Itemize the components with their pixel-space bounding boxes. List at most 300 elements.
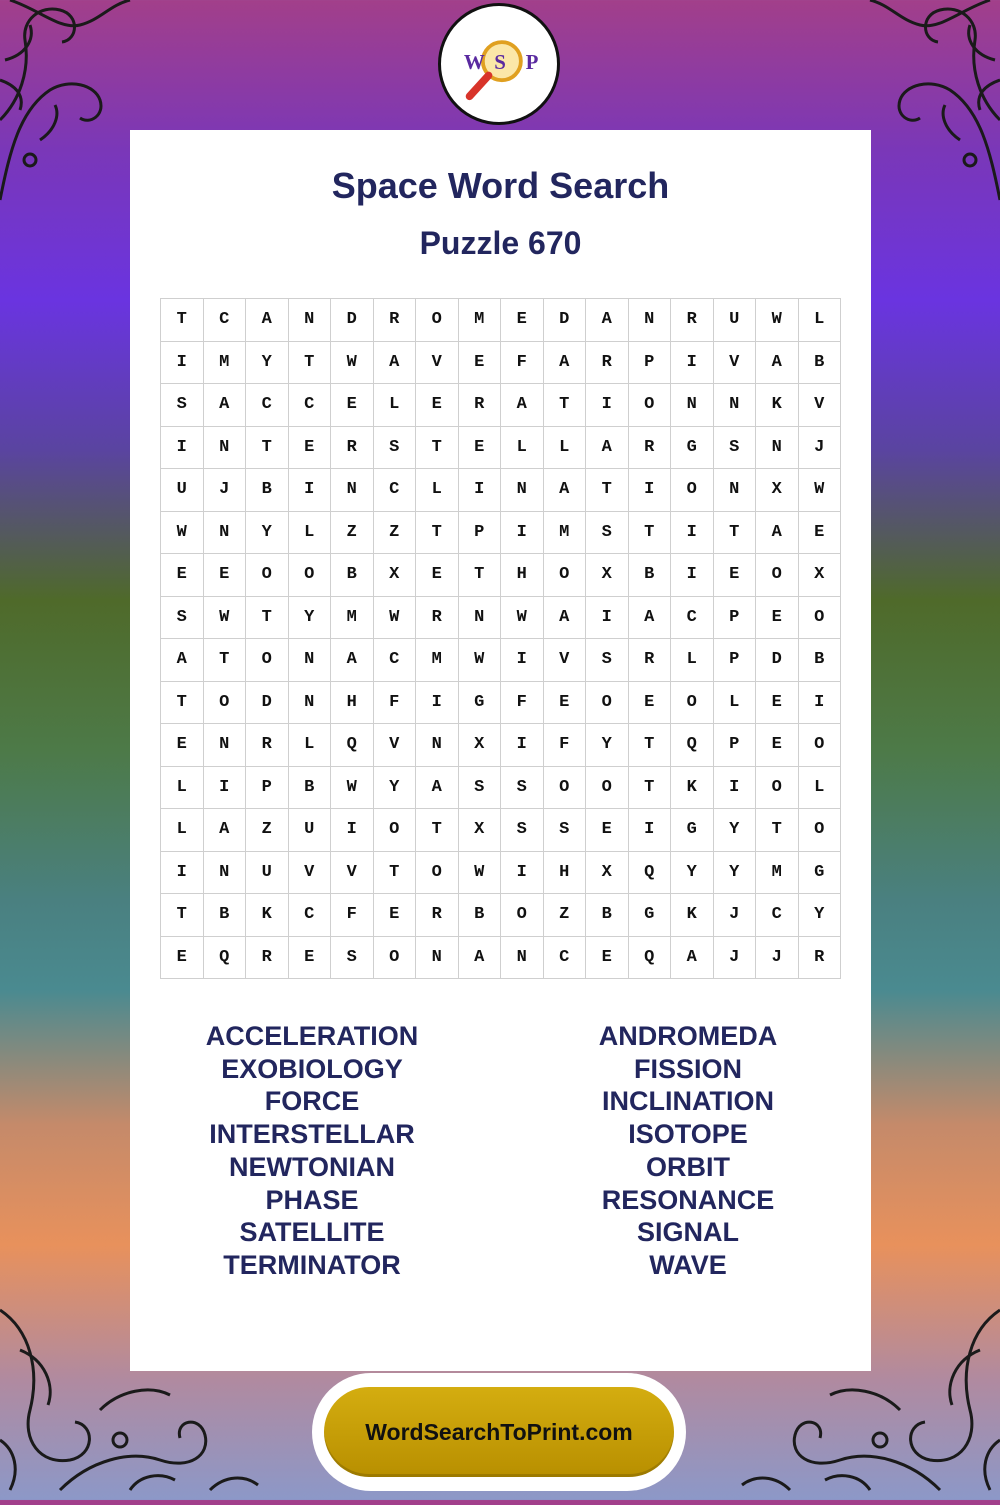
grid-cell[interactable]: D <box>756 639 799 682</box>
grid-cell[interactable]: C <box>203 299 246 342</box>
grid-cell[interactable]: T <box>246 426 289 469</box>
grid-cell[interactable]: B <box>586 894 629 937</box>
grid-cell[interactable]: A <box>246 299 289 342</box>
word-list-item: NEWTONIAN <box>229 1151 395 1182</box>
grid-cell[interactable]: L <box>416 469 459 512</box>
grid-cell[interactable]: E <box>543 681 586 724</box>
grid-cell[interactable]: I <box>501 639 544 682</box>
grid-cell[interactable]: P <box>458 511 501 554</box>
grid-row <box>161 554 841 597</box>
grid-cell[interactable]: X <box>756 469 799 512</box>
grid-cell[interactable]: I <box>586 384 629 427</box>
grid-cell[interactable]: A <box>501 384 544 427</box>
grid-cell[interactable]: N <box>331 469 374 512</box>
grid-cell[interactable]: P <box>628 341 671 384</box>
grid-cell[interactable]: T <box>203 639 246 682</box>
grid-cell[interactable]: T <box>713 511 756 554</box>
grid-cell[interactable]: F <box>501 681 544 724</box>
grid-cell[interactable]: M <box>458 299 501 342</box>
grid-cell[interactable]: L <box>288 511 331 554</box>
grid-cell[interactable]: S <box>161 596 204 639</box>
grid-cell[interactable]: K <box>246 894 289 937</box>
grid-row <box>161 341 841 384</box>
grid-cell[interactable]: N <box>628 299 671 342</box>
grid-cell[interactable]: O <box>671 469 714 512</box>
grid-cell[interactable]: I <box>798 681 841 724</box>
grid-cell[interactable]: L <box>161 809 204 852</box>
footer-badge <box>312 1373 686 1491</box>
grid-cell[interactable]: O <box>373 936 416 979</box>
grid-cell[interactable]: I <box>501 851 544 894</box>
grid-cell[interactable]: E <box>756 596 799 639</box>
grid-cell[interactable]: Y <box>288 596 331 639</box>
grid-cell[interactable]: T <box>756 809 799 852</box>
grid-cell[interactable]: Y <box>671 851 714 894</box>
grid-cell[interactable]: E <box>288 426 331 469</box>
corner-ornament-top-left <box>0 0 150 210</box>
grid-cell[interactable]: S <box>373 426 416 469</box>
grid-cell[interactable]: U <box>713 299 756 342</box>
grid-cell[interactable]: O <box>586 681 629 724</box>
grid-cell[interactable]: P <box>246 766 289 809</box>
word-list-item: SATELLITE <box>239 1217 385 1248</box>
grid-cell[interactable]: P <box>713 596 756 639</box>
word-list-item: INTERSTELLAR <box>209 1119 415 1150</box>
grid-cell[interactable]: E <box>586 936 629 979</box>
grid-cell[interactable]: E <box>416 384 459 427</box>
grid-cell[interactable]: E <box>756 681 799 724</box>
grid-cell[interactable]: R <box>671 299 714 342</box>
grid-cell[interactable]: T <box>161 894 204 937</box>
grid-cell[interactable]: I <box>161 851 204 894</box>
grid-row <box>161 766 841 809</box>
grid-cell[interactable]: C <box>543 936 586 979</box>
word-list-item: SIGNAL <box>636 1217 739 1248</box>
grid-cell[interactable]: T <box>628 511 671 554</box>
grid-cell[interactable]: Y <box>586 724 629 767</box>
grid-cell[interactable]: O <box>798 724 841 767</box>
grid-cell[interactable]: H <box>543 851 586 894</box>
grid-cell[interactable]: O <box>543 766 586 809</box>
grid-cell[interactable]: I <box>203 766 246 809</box>
grid-cell[interactable]: C <box>756 894 799 937</box>
grid-cell[interactable]: E <box>416 554 459 597</box>
grid-cell[interactable]: W <box>331 766 374 809</box>
grid-cell[interactable]: Y <box>246 511 289 554</box>
grid-cell[interactable]: I <box>416 681 459 724</box>
grid-cell[interactable]: N <box>416 936 459 979</box>
grid-cell[interactable]: V <box>373 724 416 767</box>
word-list-item: FORCE <box>264 1086 360 1117</box>
site-name: WordSearchToPrint.com <box>365 1418 633 1445</box>
grid-cell[interactable]: S <box>501 809 544 852</box>
wsp-logo <box>438 3 560 125</box>
grid-cell[interactable]: E <box>458 426 501 469</box>
grid-cell[interactable]: F <box>543 724 586 767</box>
grid-cell[interactable]: Y <box>798 894 841 937</box>
grid-cell[interactable]: T <box>628 724 671 767</box>
grid-cell[interactable]: B <box>798 639 841 682</box>
grid-cell[interactable]: Q <box>203 936 246 979</box>
grid-cell[interactable]: R <box>246 724 289 767</box>
grid-cell[interactable]: I <box>628 469 671 512</box>
grid-cell[interactable]: N <box>671 384 714 427</box>
grid-cell[interactable]: S <box>543 809 586 852</box>
grid-cell[interactable]: A <box>543 341 586 384</box>
grid-cell[interactable]: F <box>373 681 416 724</box>
grid-cell[interactable]: N <box>288 299 331 342</box>
grid-cell[interactable]: A <box>671 936 714 979</box>
grid-cell[interactable]: A <box>586 299 629 342</box>
grid-cell[interactable]: A <box>416 766 459 809</box>
grid-cell[interactable]: G <box>458 681 501 724</box>
logo-letter-s: S <box>494 49 506 74</box>
grid-cell[interactable]: X <box>798 554 841 597</box>
grid-cell[interactable]: L <box>713 681 756 724</box>
grid-cell[interactable]: Q <box>331 724 374 767</box>
grid-cell[interactable]: T <box>416 426 459 469</box>
grid-cell[interactable]: J <box>756 936 799 979</box>
grid-cell[interactable]: C <box>373 639 416 682</box>
grid-cell[interactable]: B <box>458 894 501 937</box>
grid-cell[interactable]: I <box>671 341 714 384</box>
grid-cell[interactable]: M <box>331 596 374 639</box>
grid-cell[interactable]: O <box>543 554 586 597</box>
grid-cell[interactable]: I <box>713 766 756 809</box>
puzzle-title: Space Word Search <box>331 165 670 206</box>
word-list-item: EXOBIOLOGY <box>221 1053 403 1084</box>
grid-cell[interactable]: E <box>798 511 841 554</box>
corner-ornament-top-right <box>850 0 1000 210</box>
grid-cell[interactable]: G <box>671 809 714 852</box>
grid-cell[interactable]: A <box>543 596 586 639</box>
grid-cell[interactable]: L <box>671 639 714 682</box>
grid-cell[interactable]: C <box>246 384 289 427</box>
puzzle-card <box>130 130 871 1371</box>
grid-cell[interactable]: I <box>161 426 204 469</box>
grid-cell[interactable]: F <box>331 894 374 937</box>
grid-cell[interactable]: B <box>246 469 289 512</box>
grid-cell[interactable]: I <box>671 554 714 597</box>
grid-row <box>161 936 841 979</box>
grid-cell[interactable]: E <box>501 299 544 342</box>
grid-cell[interactable]: W <box>798 469 841 512</box>
grid-cell[interactable]: R <box>628 639 671 682</box>
grid-cell[interactable]: D <box>543 299 586 342</box>
grid-cell[interactable]: T <box>586 469 629 512</box>
grid-cell[interactable]: D <box>246 681 289 724</box>
word-list-item: PHASE <box>265 1184 359 1215</box>
grid-cell[interactable]: K <box>756 384 799 427</box>
grid-cell[interactable]: W <box>203 596 246 639</box>
grid-cell[interactable]: U <box>288 809 331 852</box>
grid-cell[interactable]: T <box>161 299 204 342</box>
grid-cell[interactable]: N <box>288 681 331 724</box>
word-list-item: WAVE <box>649 1249 727 1280</box>
grid-cell[interactable]: O <box>628 384 671 427</box>
grid-cell[interactable]: G <box>628 894 671 937</box>
grid-cell[interactable]: W <box>161 511 204 554</box>
grid-cell[interactable]: I <box>501 724 544 767</box>
grid-cell[interactable]: T <box>288 341 331 384</box>
grid-cell[interactable]: N <box>501 469 544 512</box>
grid-row <box>161 299 841 342</box>
grid-cell[interactable]: J <box>713 894 756 937</box>
grid-cell[interactable]: I <box>586 596 629 639</box>
grid-cell[interactable]: E <box>586 809 629 852</box>
grid-cell[interactable]: A <box>756 341 799 384</box>
grid-cell[interactable]: I <box>628 809 671 852</box>
grid-row <box>161 681 841 724</box>
grid-cell[interactable]: Y <box>713 851 756 894</box>
grid-cell[interactable]: O <box>288 554 331 597</box>
grid-cell[interactable]: Q <box>628 851 671 894</box>
grid-cell[interactable]: A <box>458 936 501 979</box>
grid-cell[interactable]: B <box>288 766 331 809</box>
grid-row <box>161 426 841 469</box>
grid-cell[interactable]: V <box>416 341 459 384</box>
grid-cell[interactable]: G <box>671 426 714 469</box>
grid-cell[interactable]: N <box>288 639 331 682</box>
grid-cell[interactable]: R <box>628 426 671 469</box>
grid-cell[interactable]: V <box>543 639 586 682</box>
word-list-item: TERMINATOR <box>223 1249 401 1280</box>
grid-cell[interactable]: E <box>161 554 204 597</box>
grid-cell[interactable]: A <box>628 596 671 639</box>
grid-row <box>161 724 841 767</box>
site-link-button[interactable] <box>324 1387 674 1477</box>
grid-cell[interactable]: Y <box>246 341 289 384</box>
grid-cell[interactable]: O <box>756 766 799 809</box>
grid-cell[interactable]: R <box>458 384 501 427</box>
grid-row <box>161 596 841 639</box>
grid-cell[interactable]: Y <box>713 809 756 852</box>
grid-cell[interactable]: N <box>203 426 246 469</box>
grid-cell[interactable]: T <box>458 554 501 597</box>
grid-cell[interactable]: Z <box>543 894 586 937</box>
grid-cell[interactable]: U <box>246 851 289 894</box>
grid-cell[interactable]: E <box>161 936 204 979</box>
grid-row <box>161 809 841 852</box>
grid-cell[interactable]: O <box>586 766 629 809</box>
grid-cell[interactable]: X <box>458 724 501 767</box>
grid-cell[interactable]: C <box>373 469 416 512</box>
puzzle-number: Puzzle 670 <box>419 225 582 261</box>
grid-cell[interactable]: L <box>501 426 544 469</box>
grid-cell[interactable]: K <box>671 766 714 809</box>
grid-cell[interactable]: J <box>713 936 756 979</box>
grid-cell[interactable]: N <box>501 936 544 979</box>
grid-cell[interactable]: V <box>798 384 841 427</box>
grid-cell[interactable]: T <box>416 511 459 554</box>
grid-cell[interactable]: M <box>756 851 799 894</box>
grid-row <box>161 894 841 937</box>
grid-cell[interactable]: N <box>713 469 756 512</box>
grid-cell[interactable]: X <box>586 554 629 597</box>
grid-cell[interactable]: I <box>501 511 544 554</box>
grid-cell[interactable]: Q <box>628 936 671 979</box>
grid-cell[interactable]: O <box>246 554 289 597</box>
grid-cell[interactable]: R <box>246 936 289 979</box>
grid-cell[interactable]: E <box>373 894 416 937</box>
word-list-item: INCLINATION <box>602 1086 774 1117</box>
grid-cell[interactable]: N <box>203 724 246 767</box>
grid-cell[interactable]: B <box>331 554 374 597</box>
grid-cell[interactable]: L <box>161 766 204 809</box>
grid-cell[interactable]: J <box>203 469 246 512</box>
grid-cell[interactable]: A <box>756 511 799 554</box>
grid-cell[interactable]: A <box>203 384 246 427</box>
word-list-left <box>162 1020 462 1282</box>
grid-cell[interactable]: D <box>331 299 374 342</box>
grid-cell[interactable]: S <box>586 511 629 554</box>
grid-cell[interactable]: R <box>373 299 416 342</box>
word-list-item: ORBIT <box>646 1151 730 1182</box>
grid-cell[interactable]: O <box>798 809 841 852</box>
grid-cell[interactable]: T <box>628 766 671 809</box>
grid-cell[interactable]: I <box>671 511 714 554</box>
grid-cell[interactable]: E <box>713 554 756 597</box>
grid-cell[interactable]: N <box>203 511 246 554</box>
grid-cell[interactable]: W <box>331 341 374 384</box>
grid-cell[interactable]: O <box>798 596 841 639</box>
grid-cell[interactable]: Y <box>373 766 416 809</box>
grid-cell[interactable]: N <box>756 426 799 469</box>
grid-cell[interactable]: I <box>161 341 204 384</box>
grid-cell[interactable]: Z <box>246 809 289 852</box>
grid-cell[interactable]: V <box>288 851 331 894</box>
grid-cell[interactable]: K <box>671 894 714 937</box>
word-list-item: ANDROMEDA <box>598 1021 778 1051</box>
grid-cell[interactable]: O <box>416 299 459 342</box>
grid-cell[interactable]: R <box>416 894 459 937</box>
grid-cell[interactable]: T <box>543 384 586 427</box>
grid-cell[interactable]: T <box>161 681 204 724</box>
grid-cell[interactable]: W <box>756 299 799 342</box>
grid-cell[interactable]: F <box>501 341 544 384</box>
grid-cell[interactable]: T <box>416 809 459 852</box>
grid-cell[interactable]: M <box>543 511 586 554</box>
grid-cell[interactable]: S <box>161 384 204 427</box>
grid-cell[interactable]: L <box>543 426 586 469</box>
grid-cell[interactable]: O <box>671 681 714 724</box>
grid-cell[interactable]: A <box>543 469 586 512</box>
grid-cell[interactable]: O <box>373 809 416 852</box>
grid-cell[interactable]: M <box>203 341 246 384</box>
grid-cell[interactable]: R <box>798 936 841 979</box>
grid-cell[interactable]: X <box>458 809 501 852</box>
grid-cell[interactable]: X <box>586 851 629 894</box>
logo-letter-p: P <box>525 49 539 74</box>
grid-row <box>161 639 841 682</box>
grid-cell[interactable]: S <box>331 936 374 979</box>
grid-cell[interactable]: T <box>246 596 289 639</box>
grid-cell[interactable]: E <box>756 724 799 767</box>
grid-cell[interactable]: N <box>416 724 459 767</box>
grid-cell[interactable]: N <box>203 851 246 894</box>
word-list-right <box>538 1020 838 1282</box>
grid-cell[interactable]: R <box>416 596 459 639</box>
grid-cell[interactable]: S <box>713 426 756 469</box>
grid-cell[interactable]: I <box>458 469 501 512</box>
grid-cell[interactable]: V <box>331 851 374 894</box>
grid-cell[interactable]: N <box>458 596 501 639</box>
grid-cell[interactable]: W <box>501 596 544 639</box>
grid-cell[interactable]: W <box>458 851 501 894</box>
grid-cell[interactable]: P <box>713 724 756 767</box>
letter-grid <box>160 298 841 979</box>
word-list-item: ACCELERATION <box>205 1021 419 1051</box>
grid-cell[interactable]: B <box>628 554 671 597</box>
grid-row <box>161 384 841 427</box>
grid-cell[interactable]: Q <box>671 724 714 767</box>
grid-cell[interactable]: O <box>416 851 459 894</box>
grid-cell[interactable]: Z <box>373 511 416 554</box>
grid-cell[interactable]: O <box>203 681 246 724</box>
grid-cell[interactable]: E <box>288 936 331 979</box>
grid-cell[interactable]: N <box>713 384 756 427</box>
grid-cell[interactable]: L <box>288 724 331 767</box>
grid-cell[interactable]: X <box>373 554 416 597</box>
grid-cell[interactable]: C <box>671 596 714 639</box>
grid-cell[interactable]: O <box>246 639 289 682</box>
grid-cell[interactable]: M <box>416 639 459 682</box>
grid-cell[interactable]: A <box>586 426 629 469</box>
grid-row <box>161 511 841 554</box>
grid-cell[interactable]: S <box>501 766 544 809</box>
grid-cell[interactable]: H <box>501 554 544 597</box>
grid-cell[interactable]: E <box>331 384 374 427</box>
grid-cell[interactable]: E <box>628 681 671 724</box>
grid-cell[interactable]: P <box>713 639 756 682</box>
grid-cell[interactable]: J <box>798 426 841 469</box>
grid-cell[interactable]: A <box>373 341 416 384</box>
grid-cell[interactable]: L <box>798 766 841 809</box>
grid-cell[interactable]: S <box>586 639 629 682</box>
grid-cell[interactable]: R <box>586 341 629 384</box>
word-list-item: RESONANCE <box>601 1184 775 1215</box>
grid-cell[interactable]: A <box>331 639 374 682</box>
word-list-item: ISOTOPE <box>628 1119 748 1150</box>
grid-cell[interactable]: U <box>161 469 204 512</box>
grid-cell[interactable]: A <box>203 809 246 852</box>
grid-cell[interactable]: B <box>203 894 246 937</box>
grid-cell[interactable]: L <box>798 299 841 342</box>
grid-cell[interactable]: W <box>373 596 416 639</box>
grid-cell[interactable]: C <box>288 894 331 937</box>
grid-cell[interactable]: W <box>458 639 501 682</box>
grid-cell[interactable]: E <box>458 341 501 384</box>
grid-cell[interactable]: R <box>331 426 374 469</box>
grid-row <box>161 469 841 512</box>
grid-cell[interactable]: I <box>288 469 331 512</box>
grid-cell[interactable]: G <box>798 851 841 894</box>
grid-cell[interactable]: E <box>203 554 246 597</box>
grid-cell[interactable]: A <box>161 639 204 682</box>
grid-cell[interactable]: V <box>713 341 756 384</box>
grid-cell[interactable]: B <box>798 341 841 384</box>
grid-cell[interactable]: C <box>288 384 331 427</box>
grid-cell[interactable]: Z <box>331 511 374 554</box>
grid-cell[interactable]: O <box>756 554 799 597</box>
grid-cell[interactable]: E <box>161 724 204 767</box>
grid-cell[interactable]: I <box>331 809 374 852</box>
grid-cell[interactable]: S <box>458 766 501 809</box>
grid-cell[interactable]: O <box>501 894 544 937</box>
grid-cell[interactable]: L <box>373 384 416 427</box>
grid-cell[interactable]: T <box>373 851 416 894</box>
grid-cell[interactable]: H <box>331 681 374 724</box>
